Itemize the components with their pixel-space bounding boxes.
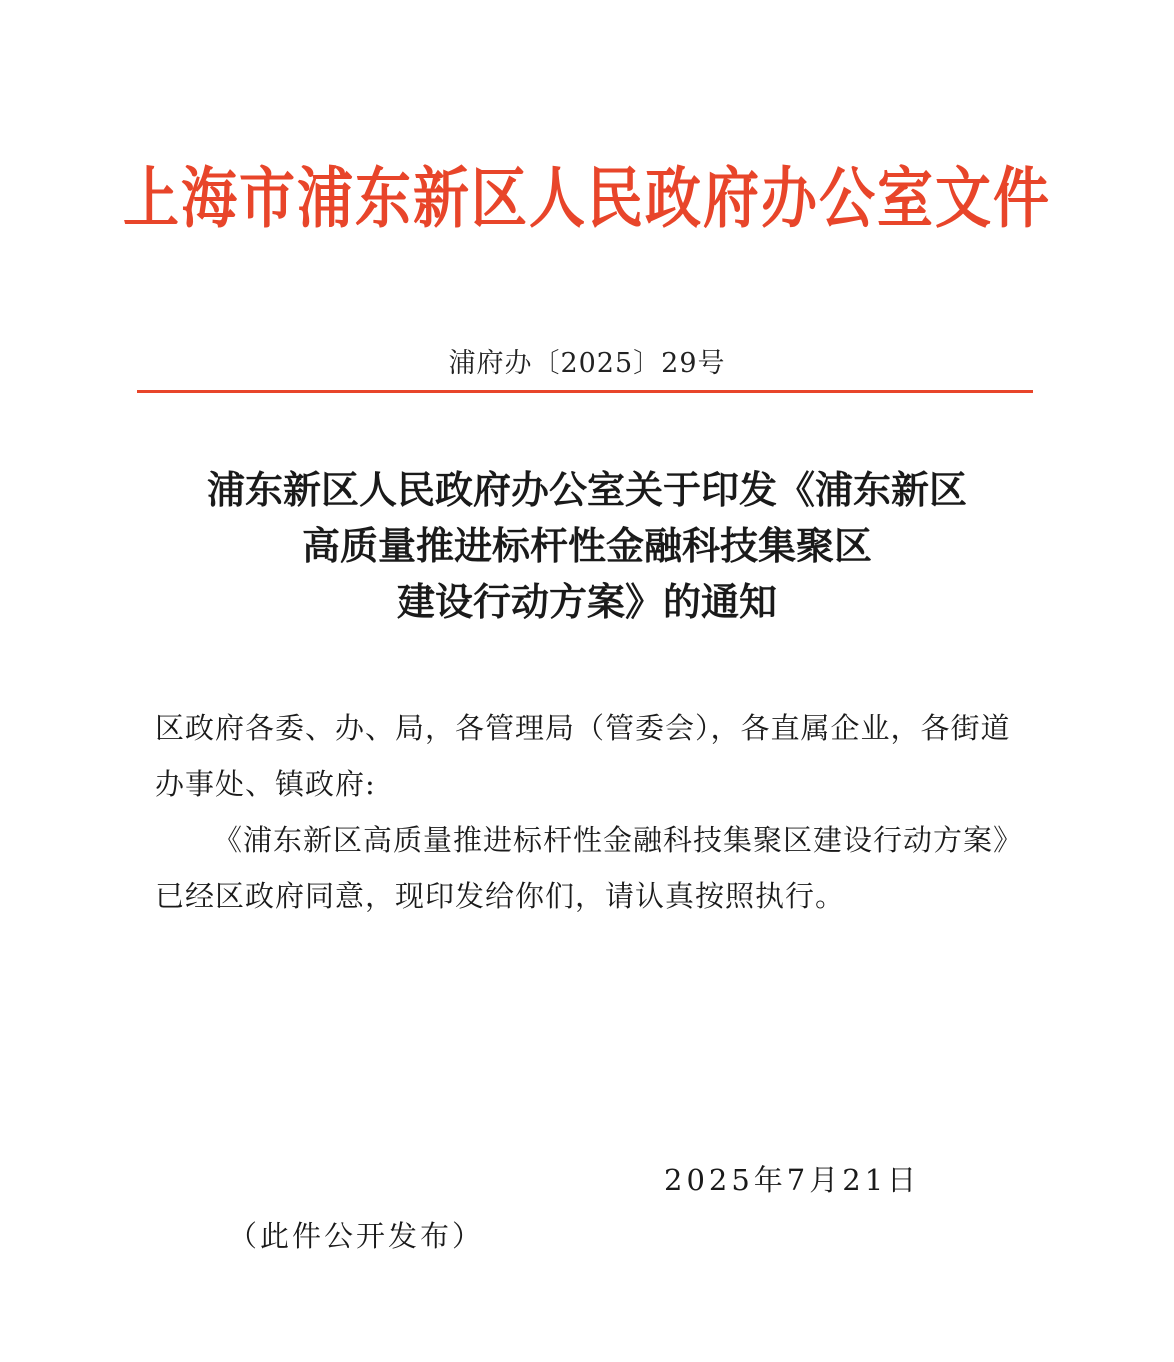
publish-note: （此件公开发布）	[228, 1219, 485, 1253]
title-line-3: 建设行动方案》的通知	[396, 580, 777, 624]
document-title	[130, 462, 1044, 630]
document-number: 浦府办〔2025〕29号	[448, 348, 726, 379]
main-paragraph: 《浦东新区高质量推进标杆性金融科技集聚区建设行动方案》已经区政府同意，现印发给你们，请认真按照执行。	[155, 823, 1024, 913]
recipients-paragraph: 区政府各委、办、局，各管理局（管委会），各直属企业，各街道办事处、镇政府:	[155, 711, 1011, 801]
issue-date: 2025年7月21日	[664, 1163, 921, 1197]
red-divider-line	[137, 390, 1033, 393]
title-line-2: 高质量推进标杆性金融科技集聚区	[301, 524, 872, 568]
document-body	[155, 700, 1035, 924]
title-line-1: 浦东新区人民政府办公室关于印发《浦东新区	[206, 468, 967, 512]
masthead-title: 上海市浦东新区人民政府办公室文件	[123, 161, 1051, 238]
